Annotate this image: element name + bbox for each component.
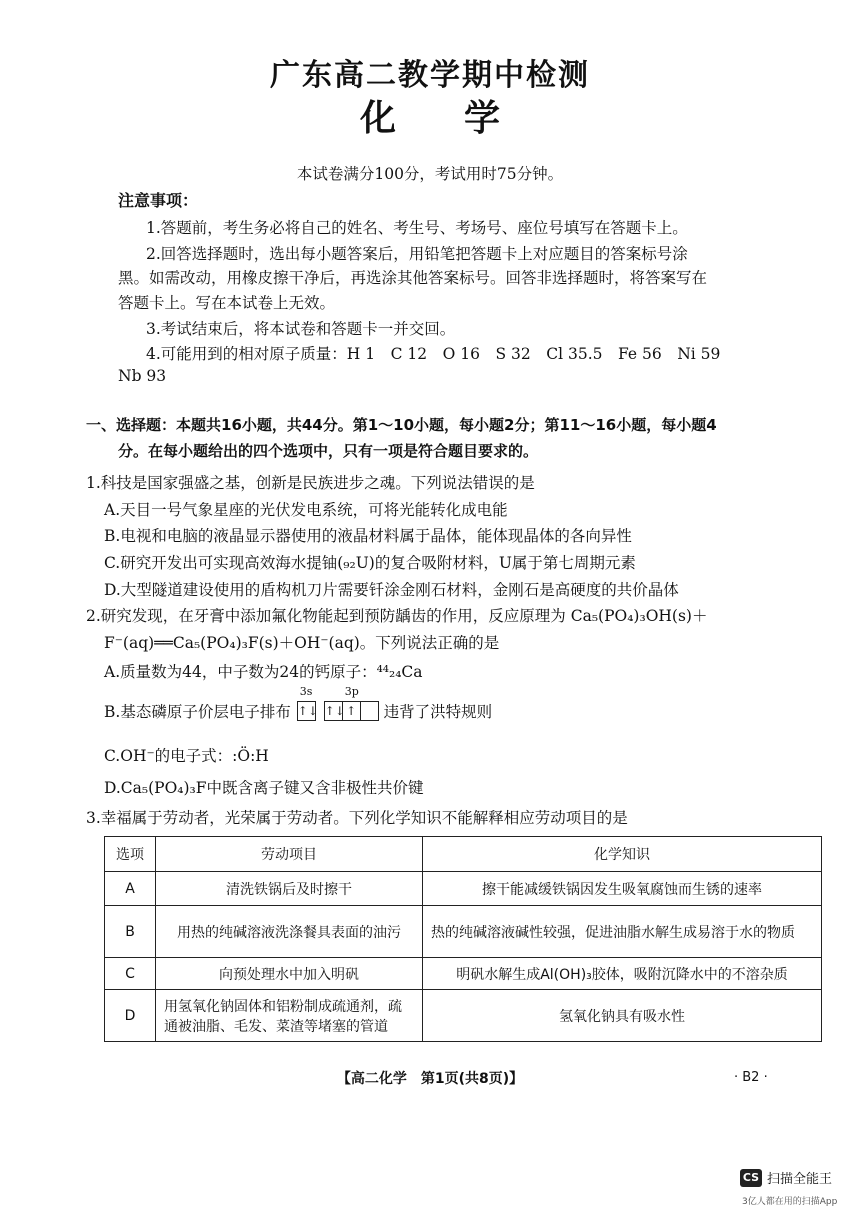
cs-logo-icon: CS	[740, 1169, 762, 1187]
header-knowledge: 化学知识	[423, 837, 822, 872]
q3-stem: 3.幸福属于劳动者，光荣属于劳动者。下列化学知识不能解释相应劳动项目的是	[86, 809, 628, 827]
q1-option-d: D.大型隧道建设使用的盾构机刀片需要钎涂金刚石材料，金刚石是高硬度的共价晶体	[104, 581, 679, 599]
row-task: 向预处理水中加入明矾	[156, 958, 423, 990]
q2-option-b	[104, 685, 804, 723]
notice-heading: 注意事项：	[118, 191, 199, 210]
notice-item-2-cont: 黑。如需改动，用橡皮擦干净后，再选涂其他答案标号。回答非选择题时，将答案写在	[118, 269, 708, 287]
row-knowledge: 擦干能减缓铁锅因发生吸氧腐蚀而生锈的速率	[423, 872, 822, 906]
q2-option-b-end: 违背了洪特规则	[383, 703, 493, 721]
section-1-heading: 一、选择题：本题共16小题，共44分。第1～10小题，每小题2分；第11～16小题，每小题4	[86, 416, 717, 434]
row-knowledge: 氢氧化钠具有吸水性	[423, 990, 822, 1042]
q2-stem-cont: F⁻(aq)══Ca₅(PO₄)₃F(s)＋OH⁻(aq)。下列说法正确的是	[104, 634, 500, 652]
q1-option-a: A.天目一号气象星座的光伏发电系统，可将光能转化成电能	[104, 501, 508, 519]
row-task: 用氢氧化钠固体和铝粉制成疏通剂，疏通被油脂、毛发、菜渣等堵塞的管道	[156, 990, 423, 1042]
table-row	[105, 990, 822, 1042]
row-option: D	[105, 990, 156, 1042]
q2-option-c: C.OH⁻的电子式：:Ö:H	[104, 747, 269, 765]
scanner-slogan: 3亿人都在用的扫描App	[742, 1197, 838, 1207]
section-1-heading-cont: 分。在每小题给出的四个选项中，只有一项是符合题目要求的。	[118, 442, 539, 460]
q2-option-b-text: B.基态磷原子价层电子排布	[104, 703, 291, 721]
row-option: C	[105, 958, 156, 990]
row-option: B	[105, 906, 156, 958]
row-task: 用热的纯碱溶液洗涤餐具表面的油污	[156, 906, 423, 958]
header-option: 选项	[105, 837, 156, 872]
page-footer: 【高二化学 第1页(共8页)】	[336, 1071, 524, 1087]
orbital-3p	[324, 685, 379, 721]
orbital-3p-box-2: ↑	[342, 701, 361, 721]
q1-option-c: C.研究开发出可实现高效海水提铀(₉₂U)的复合吸附材料，U属于第七周期元素	[104, 554, 636, 572]
q1-option-b: B.电视和电脑的液晶显示器使用的液晶材料属于晶体，能体现晶体的各向异性	[104, 527, 632, 545]
orbital-3s-box: ↑↓	[297, 701, 316, 721]
row-knowledge: 明矾水解生成Al(OH)₃胶体，吸附沉降水中的不溶杂质	[423, 958, 822, 990]
subject-title	[0, 90, 860, 141]
q2-option-d: D.Ca₅(PO₄)₃F中既含离子键又含非极性共价键	[104, 779, 424, 797]
row-knowledge: 热的纯碱溶液碱性较强，促进油脂水解生成易溶于水的物质	[423, 906, 822, 958]
notice-item-1: 1.答题前，考生务必将自己的姓名、考生号、考场号、座位号填写在答题卡上。	[146, 219, 688, 237]
scanner-logo	[740, 1168, 832, 1187]
orbital-3p-box-1: ↑↓	[324, 701, 343, 721]
subject-char-1: 化	[359, 98, 396, 139]
orbital-3s-label: 3s	[299, 685, 313, 698]
exam-info: 本试卷满分100分，考试用时75分钟。	[296, 165, 564, 183]
notice-item-3: 3.考试结束后，将本试卷和答题卡一并交回。	[146, 320, 456, 338]
row-task: 清洗铁锅后及时擦干	[156, 872, 423, 906]
notice-item-2: 2.回答选择题时，选出每小题答案后，用铅笔把答题卡上对应题目的答案标号涂	[146, 245, 688, 263]
row-option: A	[105, 872, 156, 906]
subject-char-2: 学	[464, 98, 501, 139]
q3-table	[104, 836, 822, 1042]
table-row	[105, 872, 822, 906]
q2-option-a: A.质量数为44，中子数为24的钙原子：⁴⁴₂₄Ca	[104, 663, 423, 681]
orbital-3p-label: 3p	[344, 685, 359, 698]
scanner-name: 扫描全能王	[767, 1172, 833, 1187]
notice-item-4: 4.可能用到的相对原子质量：H 1 C 12 O 16 S 32 Cl 35.5 Fe 56 Ni 59	[146, 345, 721, 363]
orbital-3p-box-3	[360, 701, 379, 721]
exam-title: 广东高二教学期中检测	[270, 58, 590, 93]
table-row	[105, 958, 822, 990]
notice-item-2-end: 答题卡上。写在本试卷上无效。	[118, 294, 336, 312]
header-task: 劳动项目	[156, 837, 423, 872]
orbital-3s	[297, 685, 318, 721]
paper-code: · B2 ·	[734, 1070, 768, 1085]
q1-stem: 1.科技是国家强盛之基，创新是民族进步之魂。下列说法错误的是	[86, 474, 535, 492]
q2-stem: 2.研究发现，在牙膏中添加氟化物能起到预防龋齿的作用，反应原理为 Ca₅(PO₄)₃OH(s)＋	[86, 607, 708, 625]
notice-item-4-cont: Nb 93	[118, 367, 167, 385]
table-header-row	[105, 837, 822, 872]
table-row	[105, 906, 822, 958]
